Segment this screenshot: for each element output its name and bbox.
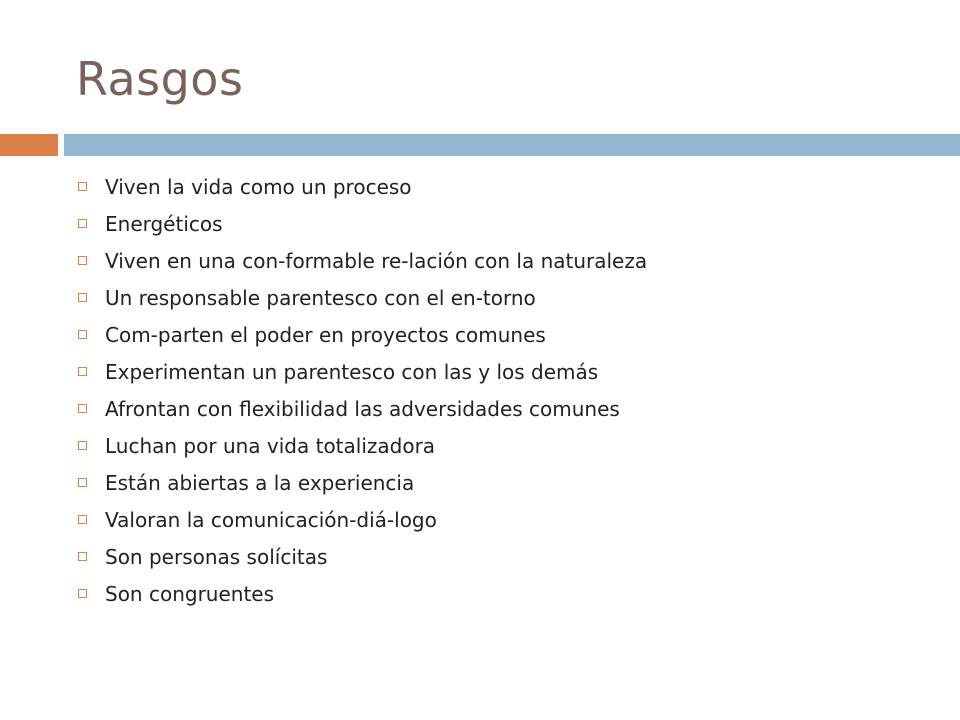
bullet-item bbox=[76, 279, 936, 316]
bullet-text: Afrontan con flexibilidad las adversidades comunes bbox=[105, 396, 620, 421]
bullet-text: Están abiertas a la experiencia bbox=[105, 470, 415, 495]
hollow-square-bullet-icon bbox=[78, 515, 87, 524]
bullet-item bbox=[76, 242, 936, 279]
accent-bar-orange bbox=[0, 134, 58, 156]
bullet-item bbox=[76, 427, 936, 464]
hollow-square-bullet-icon bbox=[78, 478, 87, 487]
hollow-square-bullet-icon bbox=[78, 552, 87, 561]
hollow-square-bullet-icon bbox=[78, 330, 87, 339]
bullet-item bbox=[76, 168, 936, 205]
bullet-item bbox=[76, 575, 936, 612]
bullet-item bbox=[76, 538, 936, 575]
bullet-item bbox=[76, 390, 936, 427]
hollow-square-bullet-icon bbox=[78, 441, 87, 450]
bullet-text: Valoran la comunicación-diá-logo bbox=[105, 507, 437, 532]
hollow-square-bullet-icon bbox=[78, 293, 87, 302]
bullet-item bbox=[76, 316, 936, 353]
bullet-text: Viven la vida como un proceso bbox=[105, 174, 412, 199]
hollow-square-bullet-icon bbox=[78, 589, 87, 598]
hollow-square-bullet-icon bbox=[78, 367, 87, 376]
hollow-square-bullet-icon bbox=[78, 256, 87, 265]
bullet-text: Son personas solícitas bbox=[105, 544, 328, 569]
hollow-square-bullet-icon bbox=[78, 182, 87, 191]
slide-title: Rasgos bbox=[76, 52, 244, 106]
bullet-text: Un responsable parentesco con el en-torno bbox=[105, 285, 536, 310]
bullet-item bbox=[76, 353, 936, 390]
bullet-text: Viven en una con-formable re-lación con la naturaleza bbox=[105, 248, 648, 273]
bullet-item bbox=[76, 205, 936, 242]
bullet-text: Com-parten el poder en proyectos comunes bbox=[105, 322, 546, 347]
bullet-text: Experimentan un parentesco con las y los demás bbox=[105, 359, 599, 384]
bullet-list bbox=[76, 168, 936, 612]
hollow-square-bullet-icon bbox=[78, 404, 87, 413]
bullet-item bbox=[76, 501, 936, 538]
bullet-item bbox=[76, 464, 936, 501]
bullet-text: Energéticos bbox=[105, 211, 223, 236]
hollow-square-bullet-icon bbox=[78, 219, 87, 228]
accent-bar-blue bbox=[64, 134, 960, 156]
bullet-text: Luchan por una vida totalizadora bbox=[105, 433, 436, 458]
bullet-text: Son congruentes bbox=[105, 581, 275, 606]
